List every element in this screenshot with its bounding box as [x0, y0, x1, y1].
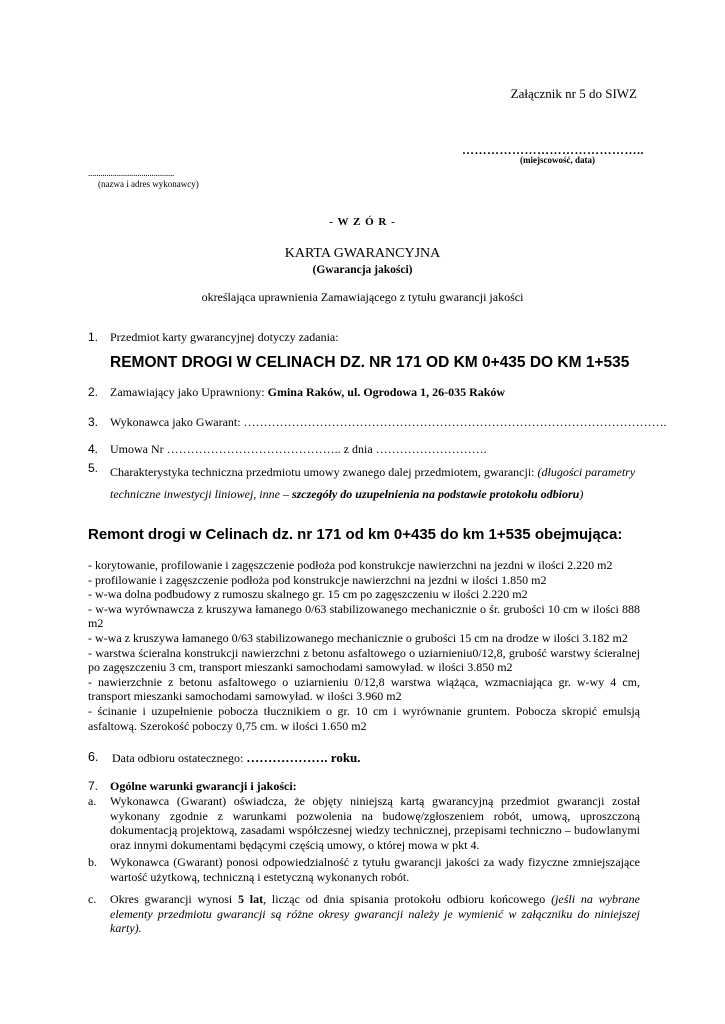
list-item: - nawierzchnie z betonu asfaltowego o uziarnieniu 0/12,8 warstwa wiążąca, wzmacniająca gr. w-wy 4 cm, transport mieszanki samochodami samowyład. w ilości 3.960 m2 — [88, 674, 640, 704]
section-number: 6. — [88, 750, 99, 764]
condition-label: a. — [88, 794, 97, 808]
condition-note: (jeśli na wybrane elementy przedmiotu gwarancji są różne okresy gwarancji należy je wymienić w załączniku do niniejszej karty). — [110, 892, 640, 936]
section-text: Data odbioru ostatecznego: — [112, 751, 247, 765]
list-item: - w-wa dolna podbudowy z rumoszu skalnego gr. 15 cm po zagęszczeniu w ilości 2.220 m2 — [88, 587, 528, 602]
document-intro: określająca uprawnienia Zamawiającego z tytułu gwarancji jakości — [201, 290, 524, 304]
annex-label: Załącznik nr 5 do SIWZ — [510, 86, 637, 101]
section-note: (długości parametry techniczne inwestycji liniowej, inne – — [110, 465, 636, 501]
section-number: 3. — [88, 415, 99, 429]
document-subtitle: (Gwarancja jakości) — [312, 264, 413, 276]
works-list — [88, 558, 640, 733]
section-number: 5. — [88, 461, 99, 475]
project-title: REMONT DROGI W CELINACH DZ. NR 171 OD KM 0+435 DO KM 1+535 — [110, 354, 630, 371]
place-date-label: (miejscowość, data) — [520, 155, 595, 165]
list-item: - warstwa ścieralna konstrukcji nawierzchni z betonu asfaltowego o uziarnieniu0/12,8, grubość warstwy ścieralnej po zagęszczeniu 3 cm, transport mieszanki samochodami samowyład. w ilości 3.850 m2 — [88, 645, 640, 675]
acceptance-date: ………………. roku. — [246, 750, 361, 765]
warranty-period: 5 lat — [238, 892, 264, 906]
scope-title: Remont drogi w Celinach dz. nr 171 od km 0+435 do km 1+535 obejmująca: — [88, 526, 623, 543]
section-text: Zamawiający jako Uprawniony: — [110, 385, 268, 399]
condition-text-2: , licząc od dnia spisania protokołu odbioru końcowego — [263, 892, 552, 906]
contractor-label: (nazwa i adres wykonawcy) — [98, 179, 199, 189]
section-heading: Ogólne warunki gwarancji i jakości: — [110, 779, 297, 793]
list-item: - profilowanie i zagęszczenie podłoża pod konstrukcje nawierzchni na jezdni w ilości 1.850 m2 — [88, 572, 547, 587]
employer-name: Gmina Raków, ul. Ogrodowa 1, 26-035 Raków — [267, 385, 506, 399]
template-marker: - W Z Ó R - — [329, 216, 396, 228]
condition-text: Okres gwarancji wynosi — [110, 892, 239, 906]
section-number: 4. — [88, 442, 99, 456]
document-title: KARTA GWARANCYJNA — [284, 246, 441, 261]
section-note-bold: szczegóły do uzupełnienia na podstawie protokołu odbioru — [291, 487, 580, 501]
condition-label: c. — [88, 892, 97, 906]
list-item: - korytowanie, profilowanie i zagęszczenie podłoża pod konstrukcje nawierzchni na jezdni w ilości 2.220 m2 — [88, 558, 613, 572]
section-text: Charakterystyka techniczna przedmiotu umowy zwanego dalej przedmiotem, gwarancji: — [110, 465, 538, 479]
section-number: 2. — [88, 385, 99, 399]
section-text: Przedmiot karty gwarancyjnej dotyczy zadania: — [110, 330, 339, 344]
section-text: Umowa Nr …………………………………….. z dnia ………………………. — [110, 442, 487, 456]
section-note-end: ) — [579, 487, 584, 501]
condition-text: Wykonawca (Gwarant) ponosi odpowiedzialność z tytułu gwarancji jakości za wady fizyczne zmniejszające wartość użytkową, techniczną i estetyczną wykonanych robót. — [110, 855, 640, 884]
section-number: 1. — [88, 330, 99, 344]
list-item: - w-wa z kruszywa łamanego 0/63 stabilizowanego mechanicznie o grubości 15 cm na drodze w ilości 3.182 m2 — [88, 630, 628, 645]
condition-text: Wykonawca (Gwarant) oświadcza, że objęty niniejszą kartą gwarancyjną przedmiot gwarancji został wykonany zgodnie z warunkami pozwolenia na budowę/zgłoszeniem robót, umową, uproszczoną dokumentacją projektową, zasadami współczesnej wiedzy technicznej, przepisami techniczno – budowlanymi oraz innymi dokumentami będącymi częścią umowy, o której mowa w pkt 4. — [110, 794, 640, 852]
list-item: - ścinanie i uzupełnienie pobocza tłucznikiem o gr. 10 cm i wyrównanie gruntem. Pobocza skropić emulsją asfaltową. Szerokość poboczy 0,75 cm. w ilości 1.650 m2 — [88, 703, 640, 733]
list-item: - w-wa wyrównawcza z kruszywa łamanego 0/63 stabilizowanego mechanicznie o śr. grubości 10 cm w ilości 888 m2 — [88, 601, 640, 631]
contractor-dots: .......................................... — [88, 168, 175, 178]
place-date-dots: …………………………………….. — [462, 143, 644, 157]
section-text: Wykonawca jako Gwarant: ……………………………………………………………………………………………. — [110, 415, 667, 429]
section-number: 7. — [88, 779, 99, 793]
condition-label: b. — [88, 855, 97, 869]
